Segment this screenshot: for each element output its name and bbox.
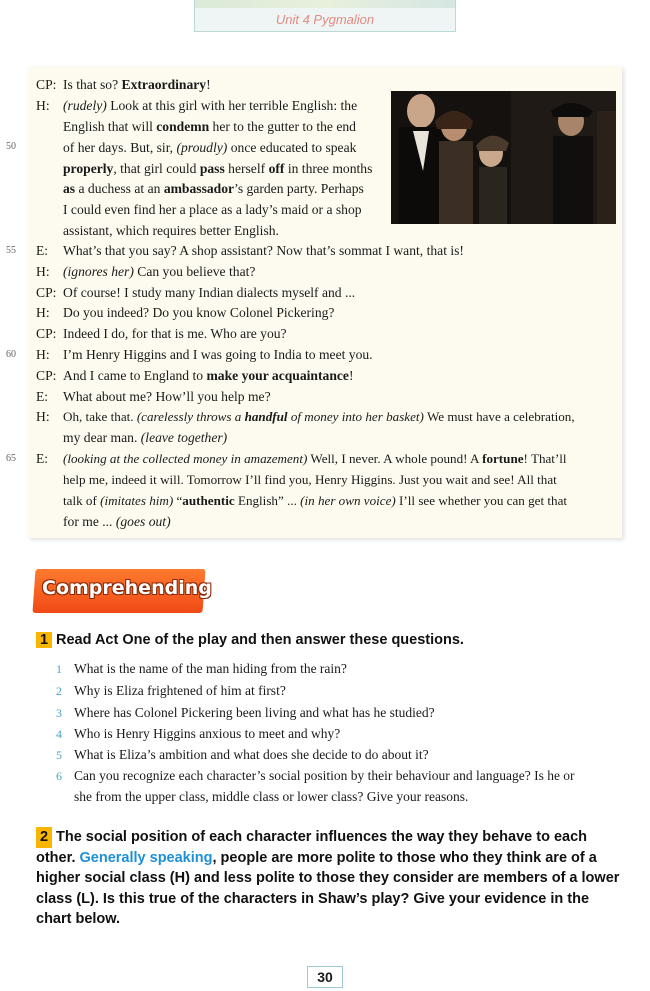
script-line: I’m Henry Higgins and I was going to India to meet you. [63,347,373,362]
script-line: of her days. But, sir, (proudly) once educated to speak [63,140,357,155]
script-line: Indeed I do, for that is me. Who are you? [63,326,287,341]
list-item: 1 What is the name of the man hiding from the rain? [56,661,347,676]
list-item: 2 Why is Eliza frightened of him at first? [56,683,286,698]
script-line: English that will condemn her to the gutter to the end [63,119,356,134]
script-line: my dear man. (leave together) [63,430,228,445]
script-line: What about me? How’ll you help me? [63,389,271,404]
speaker: CP: [36,77,57,92]
script-line: What’s that you say? A shop assistant? Now that’s sommat I want, that is! [63,243,464,258]
list-item: 4 Who is Henry Higgins anxious to meet and why? [56,726,341,741]
script-line: assistant, which requires better English. [63,223,279,238]
script-line: help me, indeed it will. Tomorrow I’ll find you, Henry Higgins. Just you wait and see! All that [63,472,557,487]
script-line: for me ... (goes out) [63,514,171,529]
speaker: E: [36,243,49,258]
list-item: 6 Can you recognize each character’s social position by their behaviour and language? Is he or [56,768,575,783]
highlight-phrase: Generally speaking [79,849,213,866]
list-item: 3 Where has Colonel Pickering been living and what has he studied? [56,705,435,720]
page-number: 30 [307,966,343,988]
script-line: (ignores her) Can you believe that? [63,264,256,279]
question-2-text: 2 The social position of each character influences the way they behave to each other. Generally speaking, people are more polite to those who they think are of a higher social class (H) and less polite to those they consider are members of a lower class (L). Is this true of the characters in Shaw’s play? Give your evidence in the chart below. [36,829,620,927]
speaker: H: [36,305,50,320]
speaker: E: [36,389,49,404]
question-number-badge: 1 [36,632,52,648]
speaker: H: [36,409,50,424]
question-1-heading: 1 Read Act One of the play and then answer these questions. [36,632,464,648]
speaker: E: [36,451,49,466]
script-line: Is that so? Extraordinary! [63,77,211,92]
speaker: CP: [36,285,57,300]
script-line: (rudely) Look at this girl with her terrible English: the [63,98,358,113]
speaker: H: [36,347,50,362]
speaker: H: [36,264,50,279]
line-number-60: 60 [6,349,16,360]
script-line: Do you indeed? Do you know Colonel Pickering? [63,305,335,320]
script-line: as a duchess at an ambassador’s garden party. Perhaps [63,181,364,196]
speaker: CP: [36,368,57,383]
unit-header-tab [194,0,456,32]
section-title: Comprehending [42,577,212,599]
header-band [195,0,455,8]
line-number-50: 50 [6,141,16,152]
film-still-illustration [391,91,616,224]
line-number-55: 55 [6,245,16,256]
script-line: Of course! I study many Indian dialects myself and ... [63,285,356,300]
script-line: properly, that girl could pass herself off in three months [63,161,373,176]
line-number-65: 65 [6,453,16,464]
script-line: And I came to England to make your acquaintance! [63,368,354,383]
speaker: H: [36,98,50,113]
script-line: (looking at the collected money in amazement) Well, I never. A whole pound! A fortune! That’ll [63,451,567,466]
question-number-badge: 2 [36,827,52,848]
list-item-continuation: she from the upper class, middle class or lower class? Give your reasons. [74,789,469,804]
speaker: CP: [36,326,57,341]
unit-label: Unit 4 Pygmalion [275,12,375,27]
script-line: talk of (imitates him) “authentic English” ... (in her own voice) I’ll see whether you can get that [63,493,568,508]
script-line: Oh, take that. (carelessly throws a handful of money into her basket) We must have a celebration, [63,409,575,424]
script-line: I could even find her a place as a lady’s maid or a shop [63,202,362,217]
section-banner-comprehending [34,569,212,613]
list-item: 5 What is Eliza’s ambition and what does she decide to do about it? [56,747,429,762]
film-still-photo [391,91,616,224]
